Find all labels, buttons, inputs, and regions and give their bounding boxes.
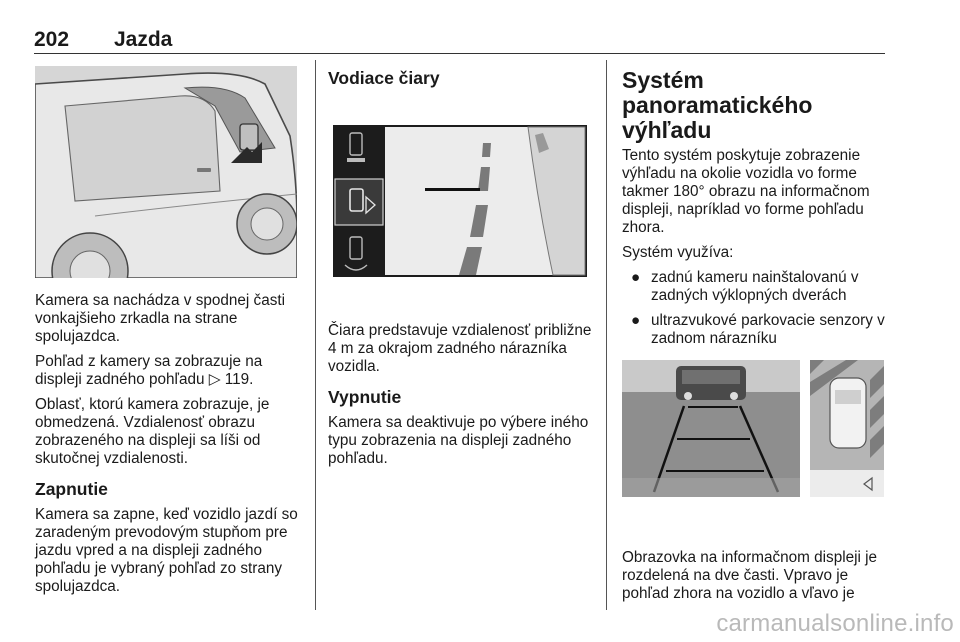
mirror-camera-illustration — [35, 66, 297, 278]
camera-area-text: Oblasť, ktorú kamera zobrazuje, je obmedzená. Vzdialenosť obrazu zobrazeného na displeji sa líši od skutočnej vzdialenosti. — [35, 396, 270, 467]
page-number: 202 — [34, 28, 70, 51]
heading-panoramic-system: Systém panoramatického výhľadu — [622, 67, 813, 143]
list-item — [622, 312, 890, 348]
column-divider-1 — [315, 60, 316, 610]
switch-off-text: Kamera sa deaktivuje po výbere iného typu zobrazenia na displeji zadného pohľadu. — [328, 414, 589, 467]
camera-view-text-body: Pohľad z kamery sa zobrazuje na displeji zadného pohľadu — [35, 353, 263, 388]
list-item-text: zadnú kameru nainštalovanú v zadných výklopných dverách — [651, 269, 859, 304]
heading-vypnutie: Vypnutie — [328, 387, 402, 407]
list-item — [622, 269, 890, 305]
camera-location-text: Kamera sa nachádza v spodnej časti vonkajšieho zrkadla na strane spolujazdca. — [35, 292, 285, 345]
watermark: carmanualsonline.info — [716, 610, 954, 637]
bullet-icon: ● — [631, 269, 641, 286]
column-3 — [622, 68, 890, 355]
guidelines-display-illustration — [333, 125, 587, 277]
guideline-caption: Čiara predstavuje vzdialenosť približne 4 m za okrajom zadného nárazníka vozidla. — [328, 322, 592, 375]
panoramic-display-illustration — [622, 360, 884, 498]
header-rule — [34, 53, 885, 54]
column-2-lower — [328, 322, 596, 475]
camera-view-text — [35, 353, 303, 389]
switch-on-text: Kamera sa zapne, keď vozidlo jazdí so zaradeným prevodovým stupňom pre jazdu vpred a na displeji zadného pohľadu je vybraný pohľad zo strany spolujazdca. — [35, 506, 298, 595]
list-item-text: ultrazvukové parkovacie senzory v zadnom nárazníku — [651, 312, 885, 347]
heading-zapnutie: Zapnutie — [35, 479, 108, 499]
column-3-lower — [622, 549, 890, 610]
components-list — [622, 269, 890, 348]
page-reference-number[interactable]: 119. — [224, 371, 254, 388]
bullet-icon: ● — [631, 312, 641, 329]
column-divider-2 — [606, 60, 607, 610]
system-uses-text: Systém využíva: — [622, 244, 734, 261]
column-2 — [328, 67, 596, 95]
heading-guidelines: Vodiace čiary — [328, 68, 440, 88]
section-title: Jazda — [114, 28, 173, 51]
display-split-text: Obrazovka na informačnom displeji je rozdelená na dve časti. Vpravo je pohľad zhora na vozidlo a vľavo je — [622, 549, 878, 602]
panoramic-intro-text: Tento systém poskytuje zobrazenie výhľadu na okolie vozidla vo forme takmer 180° obrazu na informačnom displeji, napríklad vo forme pohľadu zhora. — [622, 147, 870, 236]
column-1 — [35, 292, 303, 603]
page-reference-triangle-icon: ▷ — [208, 371, 221, 388]
